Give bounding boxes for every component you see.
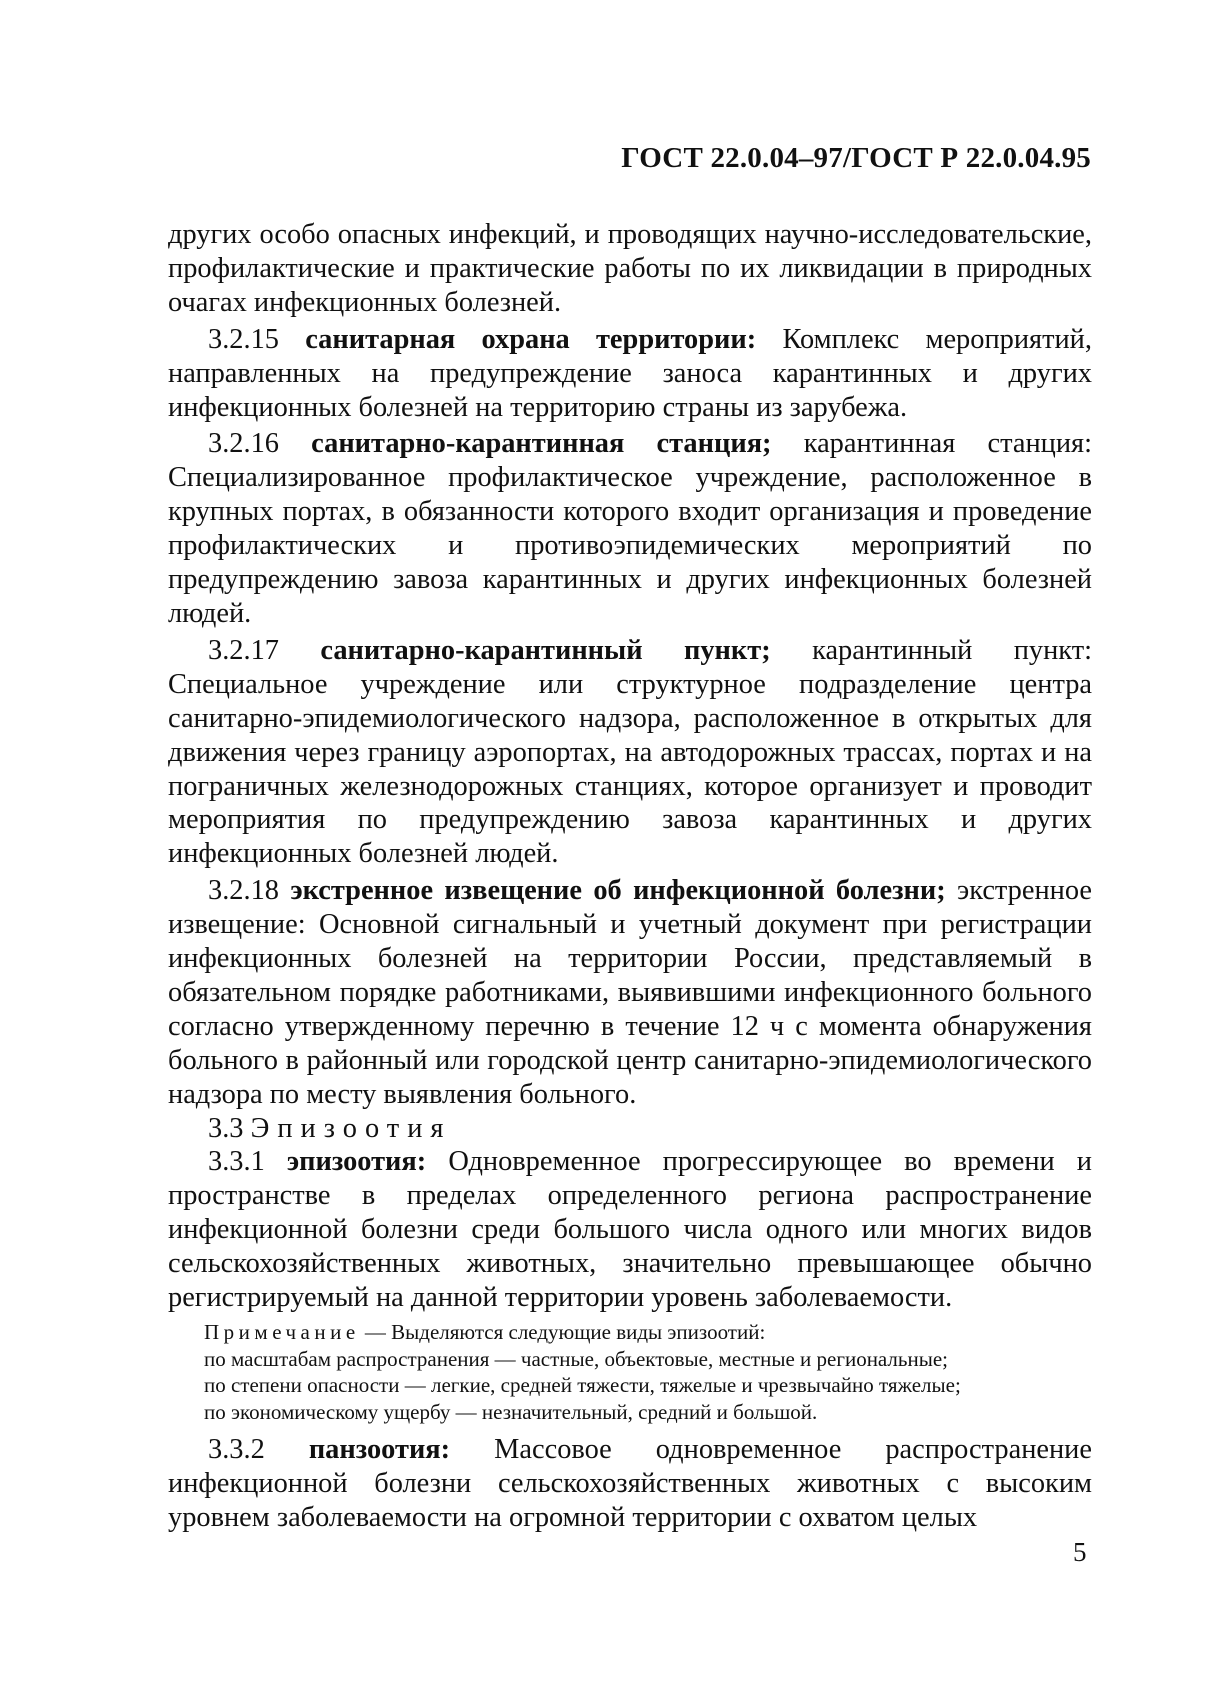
section-heading-3-3	[168, 1112, 1092, 1146]
clause-text: карантинный пункт: Специальное учреждение или структурное подразделение центра санитарно-эпидемиологического надзора, расположенное в открытых для движения через границу аэропортах, на автодорожных трассах, портах и на пограничных железнодорожных станциях, которое организует и проводит мероприятия по предупреждению завоза карантинных и других инфекционных болезней людей.	[168, 634, 1092, 870]
definition-3-3-1	[168, 1145, 1092, 1315]
clause-term: санитарная охрана территории:	[305, 323, 757, 355]
paragraph-continuation: других особо опасных инфекций, и проводящих научно-исследовательские, профилактические и практические работы по их ликвидации в природных очагах инфекционных болезней.	[168, 219, 1092, 318]
clause-number: 3.2.18	[208, 875, 279, 907]
clause-number: 3.3.2	[208, 1434, 265, 1465]
note-line: по экономическому ущербу — незначительный, средний и большой.	[204, 1399, 818, 1424]
clause-text: Одновременное прогрессирующее во времени и пространстве в пределах определенного региона распространение инфекционной болезни среди большого числа одного или многих видов сельскохозяйственных животных, значительно превышающее обычно регистрируемый на данной территории уровень заболеваемости.	[168, 1146, 1093, 1314]
clause-text: экстренное извещение: Основной сигнальный и учетный документ при регистрации инфекционных болезней на территории России, представляемый в обязательном порядке работниками, выявившими инфекционного больного согласно утвержденному перечню в течение 12 ч с момента обнаружения больного в районный или городской центр санитарно-эпидемиологического надзора по месту выявления больного.	[168, 875, 1092, 1110]
clause-term: санитарно-карантинный пункт;	[320, 634, 771, 666]
section-number: 3.3	[208, 1112, 244, 1144]
clause-number: 3.3.1	[208, 1146, 265, 1178]
clause-term: санитарно-карантинная станция;	[311, 428, 772, 460]
document-header: ГОСТ 22.0.04–97/ГОСТ Р 22.0.04.95	[621, 142, 1091, 174]
note-line: по степени опасности — легкие, средней тяжести, тяжелые и чрезвычайно тяжелые;	[204, 1373, 961, 1397]
note-label: Примечание	[204, 1320, 360, 1344]
clause-number: 3.2.17	[208, 634, 279, 666]
clause-term: эпизоотия:	[286, 1146, 427, 1178]
definition-3-2-16	[168, 427, 1092, 630]
definition-3-2-17	[168, 634, 1092, 871]
note-intro	[168, 1319, 1092, 1346]
clause-text: Комплекс мероприятий, направленных на предупреждение заноса карантинных и других инфекционных болезней на территорию страны из зарубежа.	[168, 323, 1092, 423]
clause-number: 3.2.15	[208, 323, 279, 355]
definition-3-2-15	[168, 323, 1092, 425]
definition-3-2-18	[168, 874, 1092, 1111]
note-intro-text: — Выделяются следующие виды эпизоотий:	[364, 1320, 766, 1344]
clause-term: экстренное извещение об инфекционной болезни;	[290, 875, 946, 907]
clause-text: Массовое одновременное распространение инфекционной болезни сельскохозяйственных животных с высоким уровнем заболеваемости на огромной территории с охватом целых	[168, 1434, 1092, 1533]
clause-term: панзоотия:	[308, 1434, 451, 1465]
note-line: по масштабам распространения — частные, объектовые, местные и региональные;	[204, 1346, 948, 1371]
page-number: 5	[1073, 1537, 1087, 1567]
definition-3-3-2	[168, 1433, 1092, 1535]
section-title: Эпизоотия	[250, 1112, 452, 1144]
document-body	[168, 218, 1092, 1535]
clause-text: карантинная станция: Специализированное профилактическое учреждение, расположенное в крупных портах, в обязанности которого входит организация и проведение профилактических и противоэпидемических мероприятий по предупреждению завоза карантинных и других инфекционных болезней людей.	[168, 428, 1092, 629]
clause-number: 3.2.16	[208, 428, 279, 460]
